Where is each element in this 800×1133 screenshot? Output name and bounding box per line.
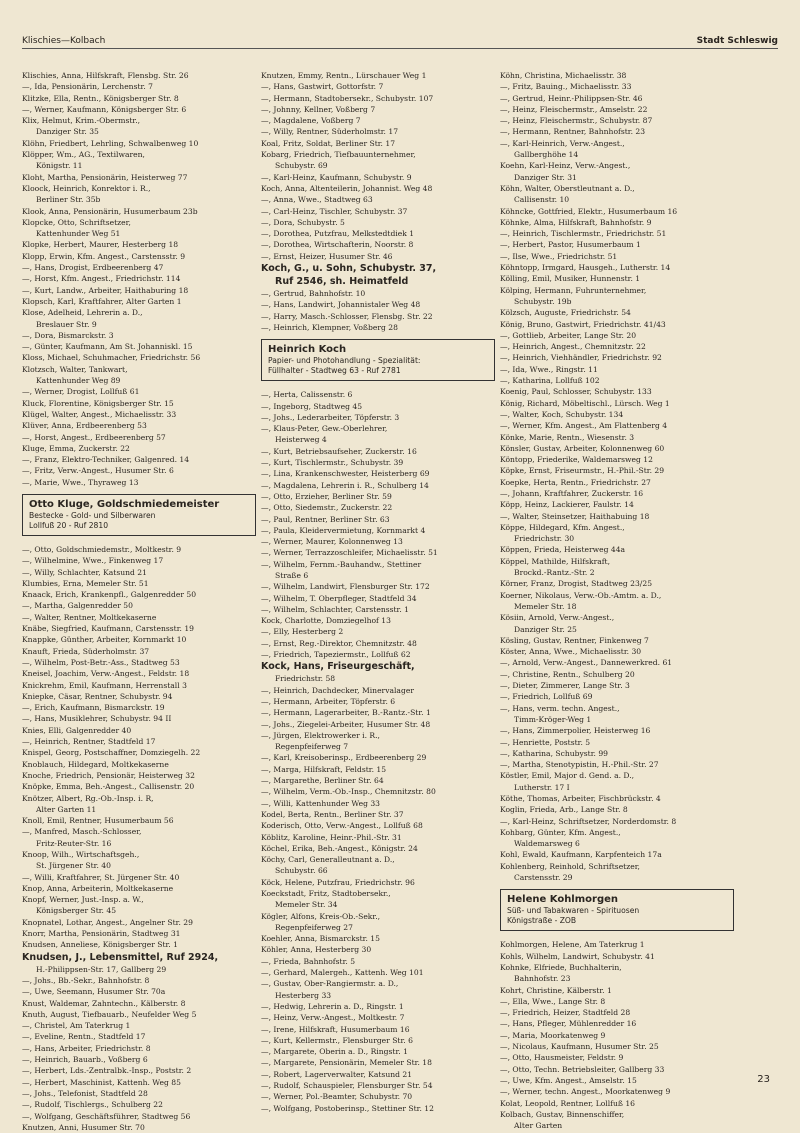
entry-continuation: Schubystr. 69 <box>275 161 328 171</box>
directory-entry: —, Nicolaus, Kaufmann, Husumer Str. 25 <box>500 1042 659 1052</box>
header-range: Klischies—Kolbach <box>22 36 106 46</box>
directory-entry: —, Hedwig, Lehrerin a. D., Ringstr. 1 <box>261 1001 404 1011</box>
directory-entry: —, Magdalene, Voßberg 7 <box>261 116 361 126</box>
directory-entry: Klüver, Anna, Erdbeerenberg 53 <box>22 421 147 431</box>
directory-entry: —, Paul, Rentner, Berliner Str. 63 <box>261 514 390 524</box>
directory-entry: —, Ernst, Heizer, Husumer Str. 46 <box>261 251 393 261</box>
directory-entry: —, Friedrich, Tapeziermstr., Lollfuß 62 <box>261 650 411 660</box>
directory-entry: Knop, Anna, Arbeiterin, Moltkekaserne <box>22 883 174 893</box>
directory-entry: —, Hans, Drogist, Erdbeerenberg 47 <box>22 263 164 273</box>
entry-continuation: Fritz-Reuter-Str. 16 <box>36 838 112 848</box>
directory-entry: —, Arnold, Verw.-Angest., Dannewerkred. 61 <box>500 658 673 668</box>
directory-entry: Knust, Waldemar, Zahntechn., Kälberstr. 8 <box>22 998 186 1008</box>
directory-entry: Koehler, Anna, Bismarckstr. 15 <box>261 934 380 944</box>
directory-entry: Könke, Marie, Rentn., Wiesenstr. 3 <box>500 432 635 442</box>
directory-entry: Klitzke, Ella, Rentn., Königsberger Str. 8 <box>22 93 179 103</box>
advertisement-line: Lollfuß 20 - Ruf 2810 <box>29 520 109 530</box>
directory-entry: —, Gottlieb, Arbeiter, Lange Str. 20 <box>500 330 637 340</box>
directory-entry: Kloock, Heinrich, Konrektor i. R., <box>22 183 151 193</box>
directory-entry: Kohlmorgen, Helene, Am Taterkrug 1 <box>500 940 645 950</box>
directory-entry: Koerner, Nikolaus, Verw.-Ob.-Amtm. a. D., <box>500 590 662 600</box>
directory-entry: Köppen, Frieda, Heisterweg 44a <box>500 545 626 555</box>
directory-entry: Kock, Charlotte, Domziegelhof 13 <box>261 616 391 626</box>
entry-continuation: Ruf 2546, sh. Heimatfeld <box>275 276 409 288</box>
directory-entry: —, Hermann, Arbeiter, Töpferstr. 6 <box>261 696 396 706</box>
directory-entry: Köblitz, Karoline, Heinr.-Phil.-Str. 31 <box>261 832 402 842</box>
directory-entry: —, Marga, Hilfskraft, Feldstr. 15 <box>261 764 387 774</box>
entry-continuation: Hesterberg 33 <box>275 990 332 1000</box>
directory-entry: Knopf, Werner, Just.-Insp. a. W., <box>22 895 144 905</box>
directory-entry: König, Richard, Möbeltischl., Lürsch. Weg 1 <box>500 398 670 408</box>
directory-entry: Kloss, Michael, Schuhmacher, Friedrichstr. 56 <box>22 353 201 363</box>
column-3 <box>500 70 738 1131</box>
directory-entry: —, Wilhelm, Post-Betr.-Ass., Stadtweg 53 <box>22 657 180 667</box>
directory-entry: —, Jürgen, Elektrowerker i. R., <box>261 730 380 740</box>
directory-entry: —, Frieda, Bahnhofstr. 5 <box>261 956 356 966</box>
directory-entry: Knoll, Emil, Rentner, Husumerbaum 56 <box>22 816 174 826</box>
directory-entry: —, Wilhelm, Schlachter, Carstensstr. 1 <box>261 604 410 614</box>
advertisement-line: Papier- und Photohandlung - Spezialität: <box>268 356 421 366</box>
directory-entry: Knötzer, Albert, Rg.-Ob.-Insp. i. R, <box>22 793 154 803</box>
directory-entry: —, Katharina, Lollfuß 102 <box>500 376 600 386</box>
directory-entry: —, Irene, Hilfskraft, Husumerbaum 16 <box>261 1024 410 1034</box>
directory-entry: Klopp, Erwin, Kfm. Angest., Carstensstr. 9 <box>22 251 186 261</box>
entry-continuation: Memeler Str. 18 <box>514 601 577 611</box>
directory-entry: —, Christel, Am Taterkrug 1 <box>22 1021 131 1031</box>
directory-entry: —, Carl-Heinz, Tischler, Schubystr. 37 <box>261 206 408 216</box>
directory-entry: Koenig, Paul, Schlosser, Schubystr. 133 <box>500 387 652 397</box>
directory-entry: —, Otto, Erzieher, Berliner Str. 59 <box>261 491 392 501</box>
directory-entry: Koch, Anna, Altenteilerin, Johannist. Weg 48 <box>261 183 433 193</box>
directory-entry: Knispel, Georg, Postschaffner, Domziegelh. 22 <box>22 748 201 758</box>
directory-entry: —, Willi, Kraftfahrer, St. Jürgener Str. 40 <box>22 872 180 882</box>
directory-entry: Klügel, Walter, Angest., Michaelisstr. 33 <box>22 409 177 419</box>
advertisement-title: Otto Kluge, Goldschmiedemeister <box>29 498 220 510</box>
directory-entry: Körner, Franz, Drogist, Stadtweg 23/25 <box>500 579 653 589</box>
directory-entry: Köhn, Walter, Oberstleutnant a. D., <box>500 183 635 193</box>
directory-entry: Köhnke, Alma, Hilfskraft, Bahnhofstr. 9 <box>500 217 652 227</box>
directory-entry: Knauft, Frieda, Süderholmstr. 37 <box>22 646 150 656</box>
directory-entry: —, Hans, Landwirt, Johannistaler Weg 48 <box>261 300 421 310</box>
entry-continuation: Straße 6 <box>275 570 309 580</box>
directory-entry: Knappke, Günther, Arbeiter, Kornmarkt 10 <box>22 635 187 645</box>
column-1 <box>22 70 260 1133</box>
directory-entry: —, Johs., Lederarbeiter, Töpferstr. 3 <box>261 412 400 422</box>
entry-continuation: St. Jürgener Str. 40 <box>36 861 111 871</box>
directory-entry: Kohrt, Christine, Kälberstr. 1 <box>500 985 612 995</box>
column-2 <box>261 70 499 1114</box>
directory-entry: Kobarg, Friedrich, Tiefbauunternehmer, <box>261 150 416 160</box>
directory-entry: —, Hermann, Stadtobersekr., Schubystr. 107 <box>261 93 434 103</box>
directory-entry: Kölzsch, Auguste, Friedrichstr. 54 <box>500 308 631 318</box>
directory-entry: —, Karl-Heinz, Schriftsetzer, Norderdomstr. 8 <box>500 816 677 826</box>
directory-entry: Kösiin, Arnold, Verw.-Angest., <box>500 613 615 623</box>
entry-continuation: Kattenhunder Weg 89 <box>36 376 121 386</box>
directory-entry: —, Wolfgang, Geschäftsführer, Stadtweg 56 <box>22 1111 191 1121</box>
entry-continuation: Danziger Str. 25 <box>514 624 577 634</box>
directory-entry: Klotzsch, Walter, Tankwart, <box>22 364 128 374</box>
directory-entry: Köppel, Mathilde, Hilfskraft, <box>500 556 611 566</box>
directory-entry: —, Ilse, Wwe., Friedrichstr. 51 <box>500 251 618 261</box>
directory-entry: Kluge, Emma, Zuckerstr. 22 <box>22 443 130 453</box>
directory-entry: —, Johs., Ziegelei-Arbeiter, Husumer Str. 48 <box>261 719 431 729</box>
advertisement-line: Königstraße - ZOB <box>507 916 577 926</box>
directory-entry: —, Werner, Pol.-Beamter, Schubystr. 70 <box>261 1092 413 1102</box>
entry-continuation: Alter Garten <box>514 1121 563 1131</box>
directory-entry: —, Fritz, Verw.-Angest., Husumer Str. 6 <box>22 466 174 476</box>
directory-entry: Koehn, Karl-Heinz, Verw.-Angest., <box>500 161 631 171</box>
entry-continuation: H.-Philippsen-Str. 17, Gallberg 29 <box>36 964 167 974</box>
directory-entry: Koeckstadt, Fritz, Stadtobersekr., <box>261 889 391 898</box>
directory-entry: —, Walter, Steinsetzer, Haithabuing 18 <box>500 511 650 521</box>
directory-entry: —, Heinrich, Klempner, Voßberg 28 <box>261 322 398 332</box>
directory-entry: —, Anna, Wwe., Stadtweg 63 <box>261 195 373 205</box>
directory-entry: —, Klaus-Peter, Gew.-Oberlehrer, <box>261 424 388 434</box>
entry-continuation: Regenpfeiferweg 7 <box>275 742 349 752</box>
directory-entry: Köppe, Hildegard, Kfm. Angest., <box>500 522 625 532</box>
directory-entry: —, Werner, Terrazzoschleifer, Michaelisstr. 51 <box>261 548 438 558</box>
directory-entry: Kösling, Gustav, Rentner, Finkenweg 7 <box>500 635 649 645</box>
directory-entry: Knopnatel, Lothar, Angest., Angelner Str. 29 <box>22 917 193 927</box>
directory-entry: Könsler, Gustav, Arbeiter, Kolonnenweg 60 <box>500 443 665 453</box>
directory-entry: —, Ingeborg, Stadtweg 45 <box>261 401 363 411</box>
directory-entry: Kohls, Wilhelm, Landwirt, Schubystr. 41 <box>500 951 655 961</box>
page-number: 23 <box>757 1074 770 1085</box>
directory-entry: Koch, G., u. Sohn, Schubystr. 37, <box>261 263 437 275</box>
directory-entry: Kolat, Leopold, Rentner, Lollfuß 16 <box>500 1098 636 1108</box>
directory-entry: Knies, Elli, Galgenredder 40 <box>22 725 132 735</box>
entry-continuation: Friedrichstr. 30 <box>514 534 575 544</box>
directory-entry: —, Fritz, Bauing., Michaelisstr. 33 <box>500 82 632 92</box>
directory-entry: —, Gerhard, Malergeh., Kattenh. Weg 101 <box>261 968 424 978</box>
directory-entry: —, Otto, Hausmeister, Feldstr. 9 <box>500 1053 624 1063</box>
directory-entry: Kloht, Martha, Pensionärin, Heisterweg 77 <box>22 172 188 182</box>
directory-entry: Kohl, Ewald, Kaufmann, Karpfenteich 17a <box>500 850 662 860</box>
directory-entry: —, Wilhelm, Landwirt, Flensburger Str. 172 <box>261 582 430 592</box>
directory-entry: —, Friedrich, Lollfuß 69 <box>500 692 593 702</box>
directory-entry: Kolbach, Gustav, Binnenschiffer, <box>500 1109 625 1119</box>
directory-entry: Kodel, Berta, Rentn., Berliner Str. 37 <box>261 809 404 819</box>
directory-entry: Klix, Helmut, Krim.-Obermstr., <box>22 116 141 126</box>
directory-entry: —, Wilhelmine, Wwe., Finkenweg 17 <box>22 556 164 566</box>
directory-entry: —, Heinrich, Rentner, Stadtfeld 17 <box>22 737 156 747</box>
directory-entry: —, Heinrich, Bauarb., Voßberg 6 <box>22 1055 148 1065</box>
advertisement-box <box>22 494 256 536</box>
directory-entry: —, Hans, Musiklehrer, Schubystr. 94 II <box>22 714 172 724</box>
directory-entry: —, Günter, Kaufmann, Am St. Johanniskl. 15 <box>22 342 193 352</box>
directory-entry: Koal, Fritz, Soldat, Berliner Str. 17 <box>261 138 396 148</box>
directory-entry: Knoblauch, Hildegard, Moltkekaserne <box>22 759 169 769</box>
directory-entry: —, Henriette, Poststr. 5 <box>500 737 591 747</box>
directory-entry: —, Friedrich, Heizer, Stadtfeld 28 <box>500 1008 631 1018</box>
entry-continuation: Danziger Str. 35 <box>36 127 99 137</box>
entry-continuation: Königstr. 11 <box>36 161 83 171</box>
advertisement-line: Süß- und Tabakwaren - Spirituosen <box>507 906 640 916</box>
directory-entry: —, Kurt, Betriebsaufseher, Zuckerstr. 16 <box>261 446 417 456</box>
directory-entry: —, Werner, Kfm. Angest., Am Flattenberg 4 <box>500 421 668 431</box>
entry-continuation: Timm-Kröger-Weg 1 <box>514 714 592 724</box>
directory-entry: —, Karl, Kreisoberinsp., Erdbeerenberg 29 <box>261 753 427 763</box>
directory-entry: Klopke, Herbert, Maurer, Hesterberg 18 <box>22 240 179 250</box>
directory-entry: Köhncke, Gottfried, Elektr., Husumerbaum 16 <box>500 206 678 216</box>
directory-entry: —, Elly, Hesterberg 2 <box>261 627 344 637</box>
directory-entry: —, Hans, Gastwirt, Gottorfstr. 7 <box>261 82 384 92</box>
directory-entry: Kölping, Hermann, Fuhrunternehmer, <box>500 285 647 295</box>
page-header <box>22 30 778 50</box>
directory-entry: —, Karl-Heinrich, Verw.-Angest., <box>500 138 625 148</box>
directory-entry: —, Herta, Calissenstr. 6 <box>261 390 353 400</box>
directory-entry: Knaack, Erich, Krankenpfl., Galgenredder 50 <box>22 590 197 600</box>
directory-entry: —, Katharina, Schubystr. 99 <box>500 748 609 758</box>
advertisement-box <box>261 339 495 381</box>
directory-entry: —, Heinz, Fleischermstr., Schubystr. 87 <box>500 116 653 126</box>
directory-entry: —, Margarete, Oberin a. D., Ringstr. 1 <box>261 1047 408 1057</box>
directory-entry: —, Uwe, Kfm. Angest., Amselstr. 15 <box>500 1075 637 1085</box>
directory-entry: Köpke, Ernst, Friseurmstr., H.-Phil.-Str. 29 <box>500 466 665 476</box>
directory-entry: —, Hans, verm. techn. Angest., <box>500 703 620 713</box>
advertisement-title: Heinrich Koch <box>268 344 347 356</box>
directory-entry: Köchel, Erika, Beh.-Angest., Königstr. 24 <box>261 843 418 853</box>
directory-entry: Köhntopp, Irmgard, Hausgeh., Lutherstr. 14 <box>500 263 671 273</box>
advertisement-line: Füllhalter - Stadtweg 63 - Ruf 2781 <box>268 366 401 376</box>
directory-entry: Knuth, August, Tiefbauarb., Neufelder Weg 5 <box>22 1009 197 1019</box>
directory-entry: —, Ida, Wwe., Ringstr. 11 <box>500 364 598 374</box>
directory-entry: —, Heinrich, Dachdecker, Minervalager <box>261 685 414 695</box>
entry-continuation: Lutherstr. 17 I <box>514 782 570 792</box>
header-divider <box>22 48 778 49</box>
directory-entry: —, Hans, Pfleger, Mühlenredder 16 <box>500 1019 637 1029</box>
directory-entry: —, Dorothea, Wirtschafterin, Noorstr. 8 <box>261 240 414 250</box>
directory-entry: Koepke, Herta, Rentn., Friedrichstr. 27 <box>500 477 651 487</box>
directory-entry: —, Gustav, Ober-Rangiermstr. a. D., <box>261 979 399 989</box>
directory-entry: —, Dora, Bismarckstr. 3 <box>22 330 114 340</box>
directory-entry: Kögler, Alfons, Kreis-Ob.-Sekr., <box>261 911 381 921</box>
directory-entry: Köck, Helene, Putzfrau, Friedrichstr. 96 <box>261 877 415 887</box>
directory-entry: —, Uwe, Seemann, Husumer Str. 70a <box>22 987 166 997</box>
directory-entry: —, Margarethe, Berliner Str. 64 <box>261 776 384 786</box>
entry-continuation: Gallberghöhe 14 <box>514 150 579 160</box>
directory-entry: —, Hans, Arbeiter, Friedrichstr. 8 <box>22 1043 151 1053</box>
directory-entry: Köntopp, Friederike, Waldemarsweg 12 <box>500 455 653 465</box>
directory-entry: —, Gertrud, Heinr.-Philippsen-Str. 46 <box>500 93 643 103</box>
directory-entry: —, Hermann, Rentner, Bahnhofstr. 23 <box>500 127 646 137</box>
directory-entry: —, Ida, Pensionärin, Lerchenstr. 7 <box>22 82 153 92</box>
directory-entry: Knöpke, Emma, Beh.-Angest., Callisenstr. 20 <box>22 782 195 792</box>
directory-entry: —, Kurt, Landw., Arbeiter, Haithaburing 18 <box>22 285 189 295</box>
directory-entry: —, Ernst, Reg.-Direktor, Chemnitzstr. 48 <box>261 638 417 648</box>
directory-entry: —, Wilhelm, Fernm.-Bauhandw., Stettiner <box>261 559 422 569</box>
directory-entry: —, Johnny, Kellner, Voßberg 7 <box>261 104 376 114</box>
directory-entry: Kohnke, Elfriede, Buchhalterin, <box>500 962 622 972</box>
entry-continuation: Königsberger Str. 45 <box>36 906 117 916</box>
directory-entry: Köchy, Carl, Generalleutnant a. D., <box>261 855 395 865</box>
directory-entry: —, Heinrich, Tischlermstr., Friedrichstr. 51 <box>500 229 667 239</box>
directory-entry: —, Heinz, Fleischermstr., Amselstr. 22 <box>500 104 648 114</box>
directory-entry: Knudsen, J., Lebensmittel, Ruf 2924, <box>22 951 219 963</box>
directory-entry: —, Gertrud, Bahnhofstr. 10 <box>261 289 366 299</box>
directory-entry: Knoche, Friedrich, Pensionär, Heisterweg 32 <box>22 770 195 780</box>
directory-entry: —, Heinrich, Angest., Chemnitzstr. 22 <box>500 342 646 352</box>
directory-entry: —, Eveline, Rentn., Stadtfeld 17 <box>22 1032 146 1042</box>
directory-entry: —, Manfred, Masch.-Schlosser, <box>22 827 142 837</box>
directory-entry: Köthe, Thomas, Arbeiter, Fischbrückstr. 4 <box>500 794 661 803</box>
directory-entry: Klook, Anna, Pensionärin, Husumerbaum 23b <box>22 206 198 216</box>
directory-entry: Kohbarg, Günter, Kfm. Angest., <box>500 827 621 837</box>
directory-entry: Kock, Hans, Friseurgeschäft, <box>261 661 415 673</box>
directory-entry: Klöhn, Friedbert, Lehrling, Schwalbenweg 10 <box>22 138 199 148</box>
directory-entry: Köstler, Emil, Major d. Gend. a. D., <box>500 771 635 781</box>
directory-entry: Knutzen, Emmy, Rentn., Lürschauer Weg 1 <box>261 71 427 80</box>
directory-entry: —, Kurt, Tischlermstr., Schubystr. 39 <box>261 458 404 468</box>
directory-entry: —, Margarete, Pensionärin, Memeler Str. 18 <box>261 1058 432 1068</box>
directory-entry: —, Marie, Wwe., Thyraweg 13 <box>22 477 139 487</box>
directory-entry: —, Hans, Zimmerpolier, Heisterweg 16 <box>500 726 651 736</box>
directory-entry: Knoop, Wilh., Wirtschaftsgeh., <box>22 850 140 859</box>
directory-entry: Klischies, Anna, Hilfskraft, Flensbg. Str. 26 <box>22 71 189 80</box>
entry-continuation: Heisterweg 4 <box>275 435 327 445</box>
directory-entry: Köster, Anna, Wwe., Michaelisstr. 30 <box>500 647 642 657</box>
directory-entry: —, Ella, Wwe., Lange Str. 8 <box>500 996 606 1006</box>
directory-entry: Köhn, Christina, Michaelisstr. 38 <box>500 71 627 80</box>
advertisement-line: Bestecke - Gold- und Silberwaren <box>29 510 156 520</box>
entry-continuation: Regenpfeiferweg 27 <box>275 922 353 932</box>
entry-continuation: Danziger Str. 31 <box>514 172 577 182</box>
directory-entry: —, Harry, Masch.-Schlosser, Flensbg. Str. 22 <box>261 311 433 321</box>
directory-entry: —, Willy, Schlachter, Katsund 21 <box>22 567 147 577</box>
directory-entry: Kohlenberg, Reinhold, Schriftsetzer, <box>500 861 640 871</box>
directory-entry: —, Johs., Telefonist, Stadtfeld 28 <box>22 1088 148 1098</box>
directory-entry: —, Johann, Kraftfahrer, Zuckerstr. 16 <box>500 488 644 498</box>
entry-continuation: Waldemarsweg 6 <box>514 839 580 849</box>
directory-entry: Knutzen, Anni, Husumer Str. 70 <box>22 1122 145 1132</box>
directory-entry: Koderisch, Otto, Verw.-Angest., Lollfuß 68 <box>261 821 423 831</box>
directory-entry: Kölling, Emil, Musiker, Hunnenstr. 1 <box>500 274 641 284</box>
directory-entry: Kniepke, Cäsar, Rentner, Schubystr. 94 <box>22 691 173 701</box>
directory-entry: —, Dora, Schubystr. 5 <box>261 217 345 227</box>
directory-entry: —, Herbert, Maschinist, Kattenh. Weg 85 <box>22 1077 181 1087</box>
directory-entry: —, Franz, Elektro-Techniker, Galgenred. 14 <box>22 455 190 465</box>
entry-continuation: Carstensstr. 29 <box>514 873 573 883</box>
entry-continuation: Schubystr. 66 <box>275 866 328 876</box>
entry-continuation: Schubystr. 19b <box>514 296 572 306</box>
directory-entry: —, Werner, techn. Angest., Moorkatenweg 9 <box>500 1087 671 1097</box>
directory-entry: —, Paula, Kleidervermietung, Kornmarkt 4 <box>261 525 426 535</box>
directory-entry: —, Walter, Koch, Schubystr. 134 <box>500 409 624 419</box>
directory-entry: —, Wolfgang, Postoberinsp., Stettiner Str. 12 <box>261 1103 434 1113</box>
directory-entry: —, Dieter, Zimmerer, Lange Str. 3 <box>500 681 630 691</box>
directory-entry: —, Dorothea, Putzfrau, Melkstedtdiek 1 <box>261 229 415 239</box>
entry-continuation: Alter Garten 11 <box>36 804 97 814</box>
directory-entry: —, Wilhelm, Verm.-Ob.-Insp., Chemnitzstr. 80 <box>261 787 436 797</box>
entry-continuation: Berliner Str. 35b <box>36 195 101 205</box>
directory-entry: —, Otto, Techn. Betriebsleiter, Gallberg 33 <box>500 1064 665 1074</box>
directory-entry: —, Lina, Krankenschwester, Heisterberg 69 <box>261 469 430 479</box>
directory-entry: —, Otto, Goldschmiedemstr., Moltkestr. 9 <box>22 544 182 554</box>
directory-entry: —, Robert, Lagerverwalter, Katsund 21 <box>261 1069 413 1079</box>
directory-entry: —, Otto, Siedemstr., Zuckerstr. 22 <box>261 503 393 513</box>
directory-entry: Klöpper, Wm., AG., Textilwaren, <box>22 150 145 160</box>
directory-entry: Koglin, Frieda, Arb., Lange Str. 8 <box>500 805 628 815</box>
directory-entry: —, Maria, Moorkatenweg 9 <box>500 1030 606 1040</box>
directory-entry: Köpp, Heinz, Lackierer, Faulstr. 14 <box>500 500 634 510</box>
entry-continuation: Kattenhunder Weg 51 <box>36 229 121 239</box>
directory-entry: Kneisel, Joachim, Verw.-Angest., Feldstr. 18 <box>22 669 190 679</box>
directory-entry: König, Bruno, Gastwirt, Friedrichstr. 41/43 <box>500 319 666 329</box>
directory-entry: —, Martha, Stenotypistin, H.-Phil.-Str. 27 <box>500 760 659 770</box>
directory-entry: Knudsen, Anneliese, Königsberger Str. 1 <box>22 940 178 950</box>
directory-entry: Kluck, Florentine, Königsberger Str. 15 <box>22 398 174 408</box>
directory-entry: —, Wilhelm, T. Oberpfleger, Stadtfeld 34 <box>261 593 417 603</box>
directory-entry: —, Christine, Rentn., Schulberg 20 <box>500 669 635 679</box>
directory-entry: —, Heinz, Verw.-Angest., Moltkestr. 7 <box>261 1013 405 1023</box>
entry-continuation: Memeler Str. 34 <box>275 900 338 910</box>
entry-continuation: Breslauer Str. 9 <box>36 319 97 329</box>
directory-entry: —, Karl-Heinz, Kaufmann, Schubystr. 9 <box>261 172 412 182</box>
directory-entry: —, Rudolf, Schauspieler, Flensburger Str. 54 <box>261 1081 433 1091</box>
directory-entry: —, Walter, Rentner, Moltkekaserne <box>22 612 157 622</box>
directory-entry: Klose, Adelheid, Lehrerin a. D., <box>22 308 143 318</box>
header-city: Stadt Schleswig <box>696 36 778 46</box>
directory-entry: —, Martha, Galgenredder 50 <box>22 601 133 611</box>
directory-entry: —, Johs., Bb.-Sekr., Bahnhofstr. 8 <box>22 975 150 985</box>
directory-entry: Klumbies, Erna, Memeler Str. 51 <box>22 578 149 588</box>
directory-entry: —, Herbert, Pastor, Husumerbaum 1 <box>500 240 641 250</box>
directory-entry: —, Horst, Kfm. Angest., Friedrichstr. 114 <box>22 274 181 284</box>
directory-entry: —, Rudolf, Tischlergs., Schulberg 22 <box>22 1100 163 1110</box>
directory-entry: —, Heinrich, Viehhändler, Friedrichstr. 92 <box>500 353 662 363</box>
entry-continuation: Brockd.-Rantz.-Str. 2 <box>514 568 595 578</box>
entry-continuation: Friedrichstr. 58 <box>275 674 336 684</box>
directory-entry: —, Hermann, Lagerarbeiter, B.-Rantz.-Str. 1 <box>261 708 431 718</box>
directory-entry: —, Willi, Kattenhunder Weg 33 <box>261 798 381 808</box>
entry-continuation: Callisenstr. 10 <box>514 195 570 205</box>
advertisement-title: Helene Kohlmorgen <box>507 894 619 906</box>
directory-entry: —, Willy, Rentner, Süderholmstr. 17 <box>261 127 399 137</box>
directory-entry: —, Horst, Angest., Erdbeerenberg 57 <box>22 432 166 442</box>
entry-continuation: Bahnhofstr. 23 <box>514 974 571 984</box>
directory-entry: —, Erich, Kaufmann, Bismarckstr. 19 <box>22 703 165 713</box>
directory-entry: —, Werner, Maurer, Kolonnenweg 13 <box>261 537 403 547</box>
directory-entry: Knickrehm, Emil, Kaufmann, Herrenstall 3 <box>22 680 187 690</box>
directory-entry: Köhler, Anna, Hesterberg 30 <box>261 945 372 955</box>
directory-entry: Knorr, Martha, Pensionärin, Stadtweg 31 <box>22 929 181 939</box>
directory-entry: Knäbe, Siegfried, Kaufmann, Carstensstr. 19 <box>22 624 194 634</box>
directory-entry: —, Kurt, Kellermstr., Flensburger Str. 6 <box>261 1035 413 1045</box>
advertisement-box <box>500 889 734 931</box>
directory-entry: Klopsch, Karl, Kraftfahrer, Alter Garten 1 <box>22 296 182 306</box>
directory-entry: —, Magdalena, Lehrerin i. R., Schulberg 14 <box>261 480 429 490</box>
directory-entry: —, Herbert, Lds.-Zentralbk.-Insp., Poststr. 2 <box>22 1066 192 1076</box>
directory-entry: Klopcke, Otto, Schriftsetzer, <box>22 217 131 227</box>
directory-entry: —, Werner, Kaufmann, Königsberger Str. 6 <box>22 104 187 114</box>
directory-entry: —, Werner, Drogist, Lollfuß 61 <box>22 387 140 397</box>
